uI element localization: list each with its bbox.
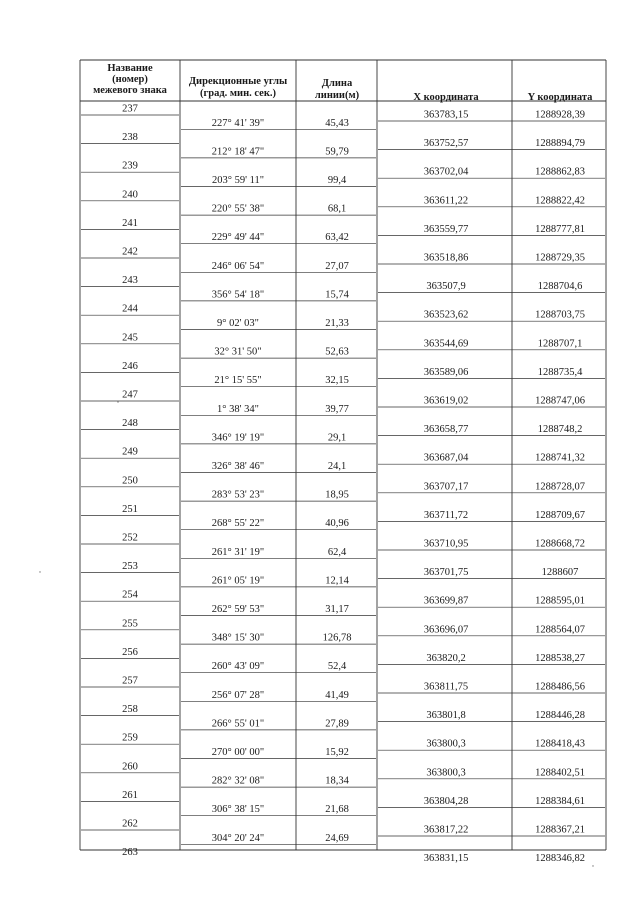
point-x: 363523,62 (423, 309, 469, 321)
segment-length: 27,07 (325, 260, 349, 272)
segment-angle: 270° 00' 00" (211, 747, 265, 758)
header-angle-line-1: (град. мин. сек.) (199, 88, 277, 99)
table-header (93, 63, 593, 103)
segment-angle: 282° 32' 08" (211, 775, 265, 787)
point-name: 245 (122, 332, 138, 344)
point-x: 363589,06 (423, 366, 469, 378)
segment-length: 62,4 (327, 546, 347, 558)
segment-angle: 268° 55' 22" (211, 518, 265, 530)
segment-length: 99,4 (327, 175, 347, 186)
point-name: 249 (122, 446, 138, 458)
segment-length: 41,49 (325, 689, 349, 701)
point-name: 258 (122, 704, 138, 716)
point-name: 257 (122, 675, 138, 687)
point-name: 241 (122, 217, 138, 229)
segment-angle: 21° 15' 55" (214, 375, 262, 387)
point-name: 251 (122, 503, 138, 515)
point-y: 1288728,07 (535, 481, 585, 493)
segment-angle: 306° 38' 15" (211, 804, 265, 816)
segment-length: 45,43 (325, 117, 349, 129)
segment-angle: 326° 38' 46" (211, 461, 265, 472)
scan-speck-2 (592, 865, 593, 866)
segment-angle: 346° 19' 19" (211, 432, 265, 444)
segment-length: 32,15 (325, 375, 349, 387)
point-y: 1288668,72 (535, 538, 585, 550)
point-y: 1288595,01 (535, 595, 585, 607)
point-x: 363701,75 (423, 567, 469, 579)
point-y: 1288607 (541, 567, 579, 579)
segment-angle: 356° 54' 18" (211, 289, 265, 301)
point-y: 1288729,35 (535, 252, 585, 264)
point-y: 1288735,4 (537, 366, 583, 378)
point-y: 1288709,67 (535, 509, 585, 521)
point-y: 1288707,1 (537, 338, 583, 350)
segment-length: 29,1 (327, 432, 347, 444)
header-y: Y координата (527, 92, 593, 103)
point-x: 363820,2 (426, 652, 466, 664)
segment-length: 18,95 (325, 489, 349, 501)
point-name: 248 (122, 418, 138, 430)
point-y: 1288928,39 (535, 109, 585, 121)
point-y: 1288384,61 (535, 795, 585, 807)
point-x: 363710,95 (423, 538, 469, 550)
segment-length: 31,17 (325, 604, 349, 615)
point-y: 1288538,27 (535, 652, 585, 664)
point-y: 1288777,81 (535, 223, 585, 235)
point-x: 363687,04 (423, 452, 469, 464)
point-y: 1288418,43 (535, 738, 585, 750)
segment-angle: 261° 31' 19" (211, 546, 265, 558)
point-name: 253 (122, 561, 138, 573)
point-name: 261 (122, 789, 138, 801)
segment-angle: 220° 55' 38" (211, 203, 265, 215)
point-x: 363544,69 (423, 338, 469, 350)
point-name: 240 (122, 189, 138, 201)
point-y: 1288862,83 (535, 166, 585, 178)
point-x: 363804,28 (423, 795, 469, 807)
point-name: 262 (122, 818, 138, 830)
point-name: 246 (122, 360, 138, 372)
point-y: 1288402,51 (535, 767, 585, 779)
point-x: 363831,15 (423, 853, 469, 865)
segment-angle: 1° 38' 34" (217, 403, 259, 415)
segment-angle: 246° 06' 54" (211, 260, 265, 272)
point-name: 259 (122, 732, 138, 744)
segment-angle: 229° 49' 44" (211, 232, 265, 244)
segment-length: 63,42 (325, 232, 349, 244)
segment-angle: 266° 55' 01" (211, 718, 265, 730)
header-name-line-2: межевого знака (93, 85, 167, 96)
segment-length: 126,78 (322, 632, 352, 644)
segment-length: 40,96 (325, 518, 349, 530)
scan-speck-1 (39, 571, 40, 572)
point-x: 363702,04 (423, 166, 469, 178)
point-x: 363559,77 (423, 223, 469, 235)
header-length-line-0: Длина (321, 78, 353, 89)
point-name: 252 (122, 532, 138, 544)
header-name-line-0: Название (107, 63, 153, 74)
header-x: X координата (413, 92, 479, 103)
point-x: 363707,17 (423, 481, 469, 493)
point-x: 363817,22 (423, 824, 469, 836)
header-name-line-1: (номер) (112, 74, 148, 85)
segment-length: 52,63 (325, 346, 349, 358)
segment-length: 52,4 (327, 661, 347, 673)
point-name: 243 (122, 275, 138, 287)
segment-length: 18,34 (325, 775, 349, 787)
segment-angle: 348° 15' 30" (211, 632, 265, 644)
segment-length: 24,69 (325, 832, 349, 844)
point-y: 1288564,07 (535, 624, 585, 636)
point-x: 363811,75 (423, 681, 469, 693)
scan-speck-0 (117, 401, 118, 402)
segment-angle: 261° 05' 19" (211, 575, 265, 587)
point-y: 1288703,75 (535, 309, 585, 321)
segment-length: 15,92 (325, 747, 349, 758)
point-y: 1288741,32 (535, 452, 585, 464)
point-x: 363801,8 (426, 710, 466, 722)
point-name: 244 (122, 303, 138, 315)
segment-angle: 256° 07' 28" (211, 689, 265, 701)
point-name: 247 (122, 389, 138, 401)
point-name: 242 (122, 246, 138, 258)
segment-length: 59,79 (325, 146, 349, 158)
segment-length: 24,1 (327, 461, 347, 472)
point-name: 263 (122, 847, 138, 859)
point-y: 1288367,21 (535, 824, 585, 836)
point-x: 363699,87 (423, 595, 469, 607)
header-angle-line-0: Дирекционные углы (188, 76, 288, 87)
segment-length: 39,77 (325, 403, 349, 415)
point-x: 363752,57 (423, 138, 469, 150)
point-x: 363611,22 (423, 195, 469, 207)
segment-angle: 212° 18' 47" (211, 146, 265, 158)
segment-length: 27,89 (325, 718, 349, 730)
point-y: 1288894,79 (535, 138, 585, 150)
point-y: 1288747,06 (535, 395, 585, 407)
segment-length: 21,68 (325, 804, 349, 816)
point-name: 256 (122, 646, 138, 658)
point-x: 363711,72 (423, 509, 469, 521)
segment-angle: 304° 20' 24" (211, 832, 265, 844)
segment-angle: 227° 41' 39" (211, 117, 265, 129)
point-name: 255 (122, 618, 138, 630)
point-name: 250 (122, 475, 138, 487)
point-y: 1288446,28 (535, 710, 585, 722)
segment-length: 21,33 (325, 318, 349, 329)
point-y: 1288704,6 (537, 281, 583, 293)
point-name: 260 (122, 761, 138, 773)
segment-length: 15,74 (325, 289, 349, 301)
point-y: 1288748,2 (537, 424, 583, 436)
segment-length: 12,14 (325, 575, 349, 587)
point-x: 363783,15 (423, 109, 469, 121)
segment-angle: 9° 02' 03" (217, 318, 259, 329)
segment-angle: 203° 59' 11" (212, 175, 264, 186)
segment-angle: 283° 53' 23" (211, 489, 265, 501)
point-x: 363800,3 (426, 767, 466, 779)
point-y: 1288822,42 (535, 195, 585, 207)
segment-length: 68,1 (327, 203, 347, 215)
point-name: 254 (122, 589, 138, 601)
segment-angle: 32° 31' 50" (214, 346, 262, 358)
point-name: 239 (122, 160, 138, 172)
segment-angle: 262° 59' 53" (211, 604, 265, 615)
segment-angle: 260° 43' 09" (211, 661, 265, 673)
point-x: 363619,02 (423, 395, 469, 407)
point-y: 1288486,56 (535, 681, 585, 693)
point-name: 238 (122, 132, 138, 144)
point-x: 363800,3 (426, 738, 466, 750)
point-x: 363507,9 (426, 281, 466, 293)
point-x: 363658,77 (423, 424, 469, 436)
point-name: 237 (122, 103, 138, 115)
point-x: 363518,86 (423, 252, 469, 264)
header-length-line-1: линии(м) (314, 90, 360, 101)
point-y: 1288346,82 (535, 853, 585, 865)
point-x: 363696,07 (423, 624, 469, 636)
